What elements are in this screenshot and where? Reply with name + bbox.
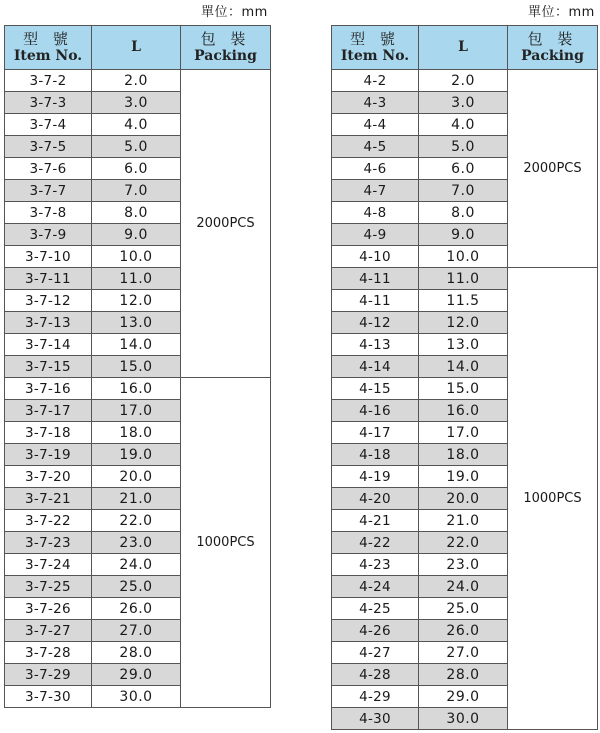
item-no-cell: 4-25	[332, 598, 419, 620]
item-no-header-zh: 型 號	[23, 29, 73, 48]
item-no-cell: 3-7-9	[5, 224, 92, 246]
length-cell: 16.0	[92, 378, 181, 400]
item-no-cell: 4-9	[332, 224, 419, 246]
spec-table-right	[331, 25, 598, 730]
table-row	[332, 70, 598, 92]
length-cell: 17.0	[419, 422, 508, 444]
packing-cell: 1000PCS	[508, 268, 598, 730]
item-no-cell: 4-10	[332, 246, 419, 268]
length-cell: 14.0	[419, 356, 508, 378]
length-cell: 12.0	[92, 290, 181, 312]
length-cell: 25.0	[92, 576, 181, 598]
length-cell: 29.0	[92, 664, 181, 686]
item-no-cell: 3-7-15	[5, 356, 92, 378]
length-cell: 7.0	[92, 180, 181, 202]
length-cell: 18.0	[92, 422, 181, 444]
length-cell: 27.0	[419, 642, 508, 664]
item-no-header	[5, 26, 92, 70]
item-no-cell: 3-7-3	[5, 92, 92, 114]
length-cell: 20.0	[92, 466, 181, 488]
packing-header-zh: 包 裝	[200, 29, 251, 48]
item-no-cell: 3-7-24	[5, 554, 92, 576]
length-cell: 12.0	[419, 312, 508, 334]
packing-header	[181, 26, 271, 70]
item-no-cell: 4-16	[332, 400, 419, 422]
length-cell: 14.0	[92, 334, 181, 356]
item-no-cell: 4-26	[332, 620, 419, 642]
length-cell: 15.0	[92, 356, 181, 378]
length-header: L	[92, 26, 181, 70]
length-cell: 7.0	[419, 180, 508, 202]
item-no-cell: 4-29	[332, 686, 419, 708]
length-cell: 13.0	[419, 334, 508, 356]
length-cell: 19.0	[92, 444, 181, 466]
length-cell: 30.0	[92, 686, 181, 708]
length-cell: 3.0	[419, 92, 508, 114]
item-no-cell: 3-7-22	[5, 510, 92, 532]
item-no-cell: 4-19	[332, 466, 419, 488]
item-no-cell: 4-15	[332, 378, 419, 400]
length-cell: 22.0	[419, 532, 508, 554]
length-cell: 18.0	[419, 444, 508, 466]
length-cell: 24.0	[92, 554, 181, 576]
item-no-cell: 4-18	[332, 444, 419, 466]
length-cell: 11.0	[92, 268, 181, 290]
item-no-cell: 4-23	[332, 554, 419, 576]
unit-label-right: 單位：mm	[528, 5, 595, 20]
item-no-cell: 4-4	[332, 114, 419, 136]
length-cell: 5.0	[92, 136, 181, 158]
table-row	[5, 70, 271, 92]
length-cell: 28.0	[92, 642, 181, 664]
item-no-cell: 3-7-18	[5, 422, 92, 444]
item-no-cell: 3-7-28	[5, 642, 92, 664]
length-cell: 21.0	[419, 510, 508, 532]
length-cell: 2.0	[92, 70, 181, 92]
packing-cell: 1000PCS	[181, 378, 271, 708]
table-header-row	[332, 26, 598, 70]
item-no-cell: 4-11	[332, 290, 419, 312]
table-row	[5, 378, 271, 400]
item-no-header	[332, 26, 419, 70]
packing-header-en: Packing	[194, 47, 257, 64]
item-no-header-en: Item No.	[340, 47, 410, 64]
item-no-cell: 3-7-13	[5, 312, 92, 334]
length-cell: 10.0	[92, 246, 181, 268]
length-cell: 11.5	[419, 290, 508, 312]
item-no-cell: 3-7-10	[5, 246, 92, 268]
item-no-cell: 3-7-21	[5, 488, 92, 510]
item-no-cell: 3-7-7	[5, 180, 92, 202]
length-cell: 10.0	[419, 246, 508, 268]
length-header: L	[419, 26, 508, 70]
item-no-cell: 3-7-16	[5, 378, 92, 400]
item-no-cell: 4-6	[332, 158, 419, 180]
item-no-cell: 3-7-14	[5, 334, 92, 356]
length-cell: 3.0	[92, 92, 181, 114]
item-no-cell: 3-7-26	[5, 598, 92, 620]
item-no-cell: 3-7-17	[5, 400, 92, 422]
spec-table-left	[4, 25, 271, 708]
length-cell: 6.0	[419, 158, 508, 180]
item-no-cell: 4-2	[332, 70, 419, 92]
item-no-cell: 3-7-6	[5, 158, 92, 180]
packing-cell: 2000PCS	[508, 70, 598, 268]
length-cell: 8.0	[419, 202, 508, 224]
length-cell: 28.0	[419, 664, 508, 686]
item-no-cell: 3-7-11	[5, 268, 92, 290]
length-cell: 19.0	[419, 466, 508, 488]
table-row	[332, 268, 598, 290]
length-cell: 15.0	[419, 378, 508, 400]
item-no-header-zh: 型 號	[350, 29, 400, 48]
length-cell: 27.0	[92, 620, 181, 642]
item-no-cell: 4-17	[332, 422, 419, 444]
item-no-cell: 3-7-20	[5, 466, 92, 488]
item-no-cell: 4-14	[332, 356, 419, 378]
length-cell: 24.0	[419, 576, 508, 598]
item-no-cell: 3-7-25	[5, 576, 92, 598]
length-cell: 21.0	[92, 488, 181, 510]
length-cell: 20.0	[419, 488, 508, 510]
item-no-cell: 4-27	[332, 642, 419, 664]
item-no-cell: 4-20	[332, 488, 419, 510]
item-no-cell: 3-7-4	[5, 114, 92, 136]
item-no-cell: 4-21	[332, 510, 419, 532]
item-no-cell: 4-13	[332, 334, 419, 356]
item-no-cell: 3-7-12	[5, 290, 92, 312]
table-header-row	[5, 26, 271, 70]
item-no-cell: 3-7-29	[5, 664, 92, 686]
length-cell: 4.0	[92, 114, 181, 136]
length-cell: 30.0	[419, 708, 508, 730]
item-no-cell: 4-5	[332, 136, 419, 158]
length-cell: 17.0	[92, 400, 181, 422]
item-no-cell: 4-24	[332, 576, 419, 598]
packing-header-en: Packing	[521, 47, 584, 64]
length-cell: 6.0	[92, 158, 181, 180]
packing-header-zh: 包 裝	[527, 29, 578, 48]
item-no-cell: 4-7	[332, 180, 419, 202]
length-cell: 9.0	[92, 224, 181, 246]
item-no-cell: 3-7-30	[5, 686, 92, 708]
item-no-cell: 4-28	[332, 664, 419, 686]
packing-header	[508, 26, 598, 70]
unit-label-left: 單位：mm	[201, 5, 268, 20]
length-cell: 4.0	[419, 114, 508, 136]
item-no-cell: 3-7-23	[5, 532, 92, 554]
length-cell: 2.0	[419, 70, 508, 92]
item-no-cell: 4-8	[332, 202, 419, 224]
length-cell: 23.0	[92, 532, 181, 554]
item-no-cell: 4-3	[332, 92, 419, 114]
item-no-cell: 3-7-5	[5, 136, 92, 158]
length-cell: 26.0	[419, 620, 508, 642]
item-no-cell: 4-11	[332, 268, 419, 290]
item-no-cell: 3-7-2	[5, 70, 92, 92]
item-no-cell: 4-30	[332, 708, 419, 730]
length-cell: 25.0	[419, 598, 508, 620]
length-cell: 8.0	[92, 202, 181, 224]
item-no-cell: 4-22	[332, 532, 419, 554]
item-no-cell: 3-7-8	[5, 202, 92, 224]
length-cell: 26.0	[92, 598, 181, 620]
length-cell: 29.0	[419, 686, 508, 708]
length-cell: 13.0	[92, 312, 181, 334]
length-cell: 9.0	[419, 224, 508, 246]
item-no-cell: 4-12	[332, 312, 419, 334]
length-cell: 23.0	[419, 554, 508, 576]
length-cell: 16.0	[419, 400, 508, 422]
length-cell: 11.0	[419, 268, 508, 290]
packing-cell: 2000PCS	[181, 70, 271, 378]
item-no-cell: 3-7-27	[5, 620, 92, 642]
item-no-header-en: Item No.	[13, 47, 83, 64]
length-cell: 22.0	[92, 510, 181, 532]
length-cell: 5.0	[419, 136, 508, 158]
item-no-cell: 3-7-19	[5, 444, 92, 466]
